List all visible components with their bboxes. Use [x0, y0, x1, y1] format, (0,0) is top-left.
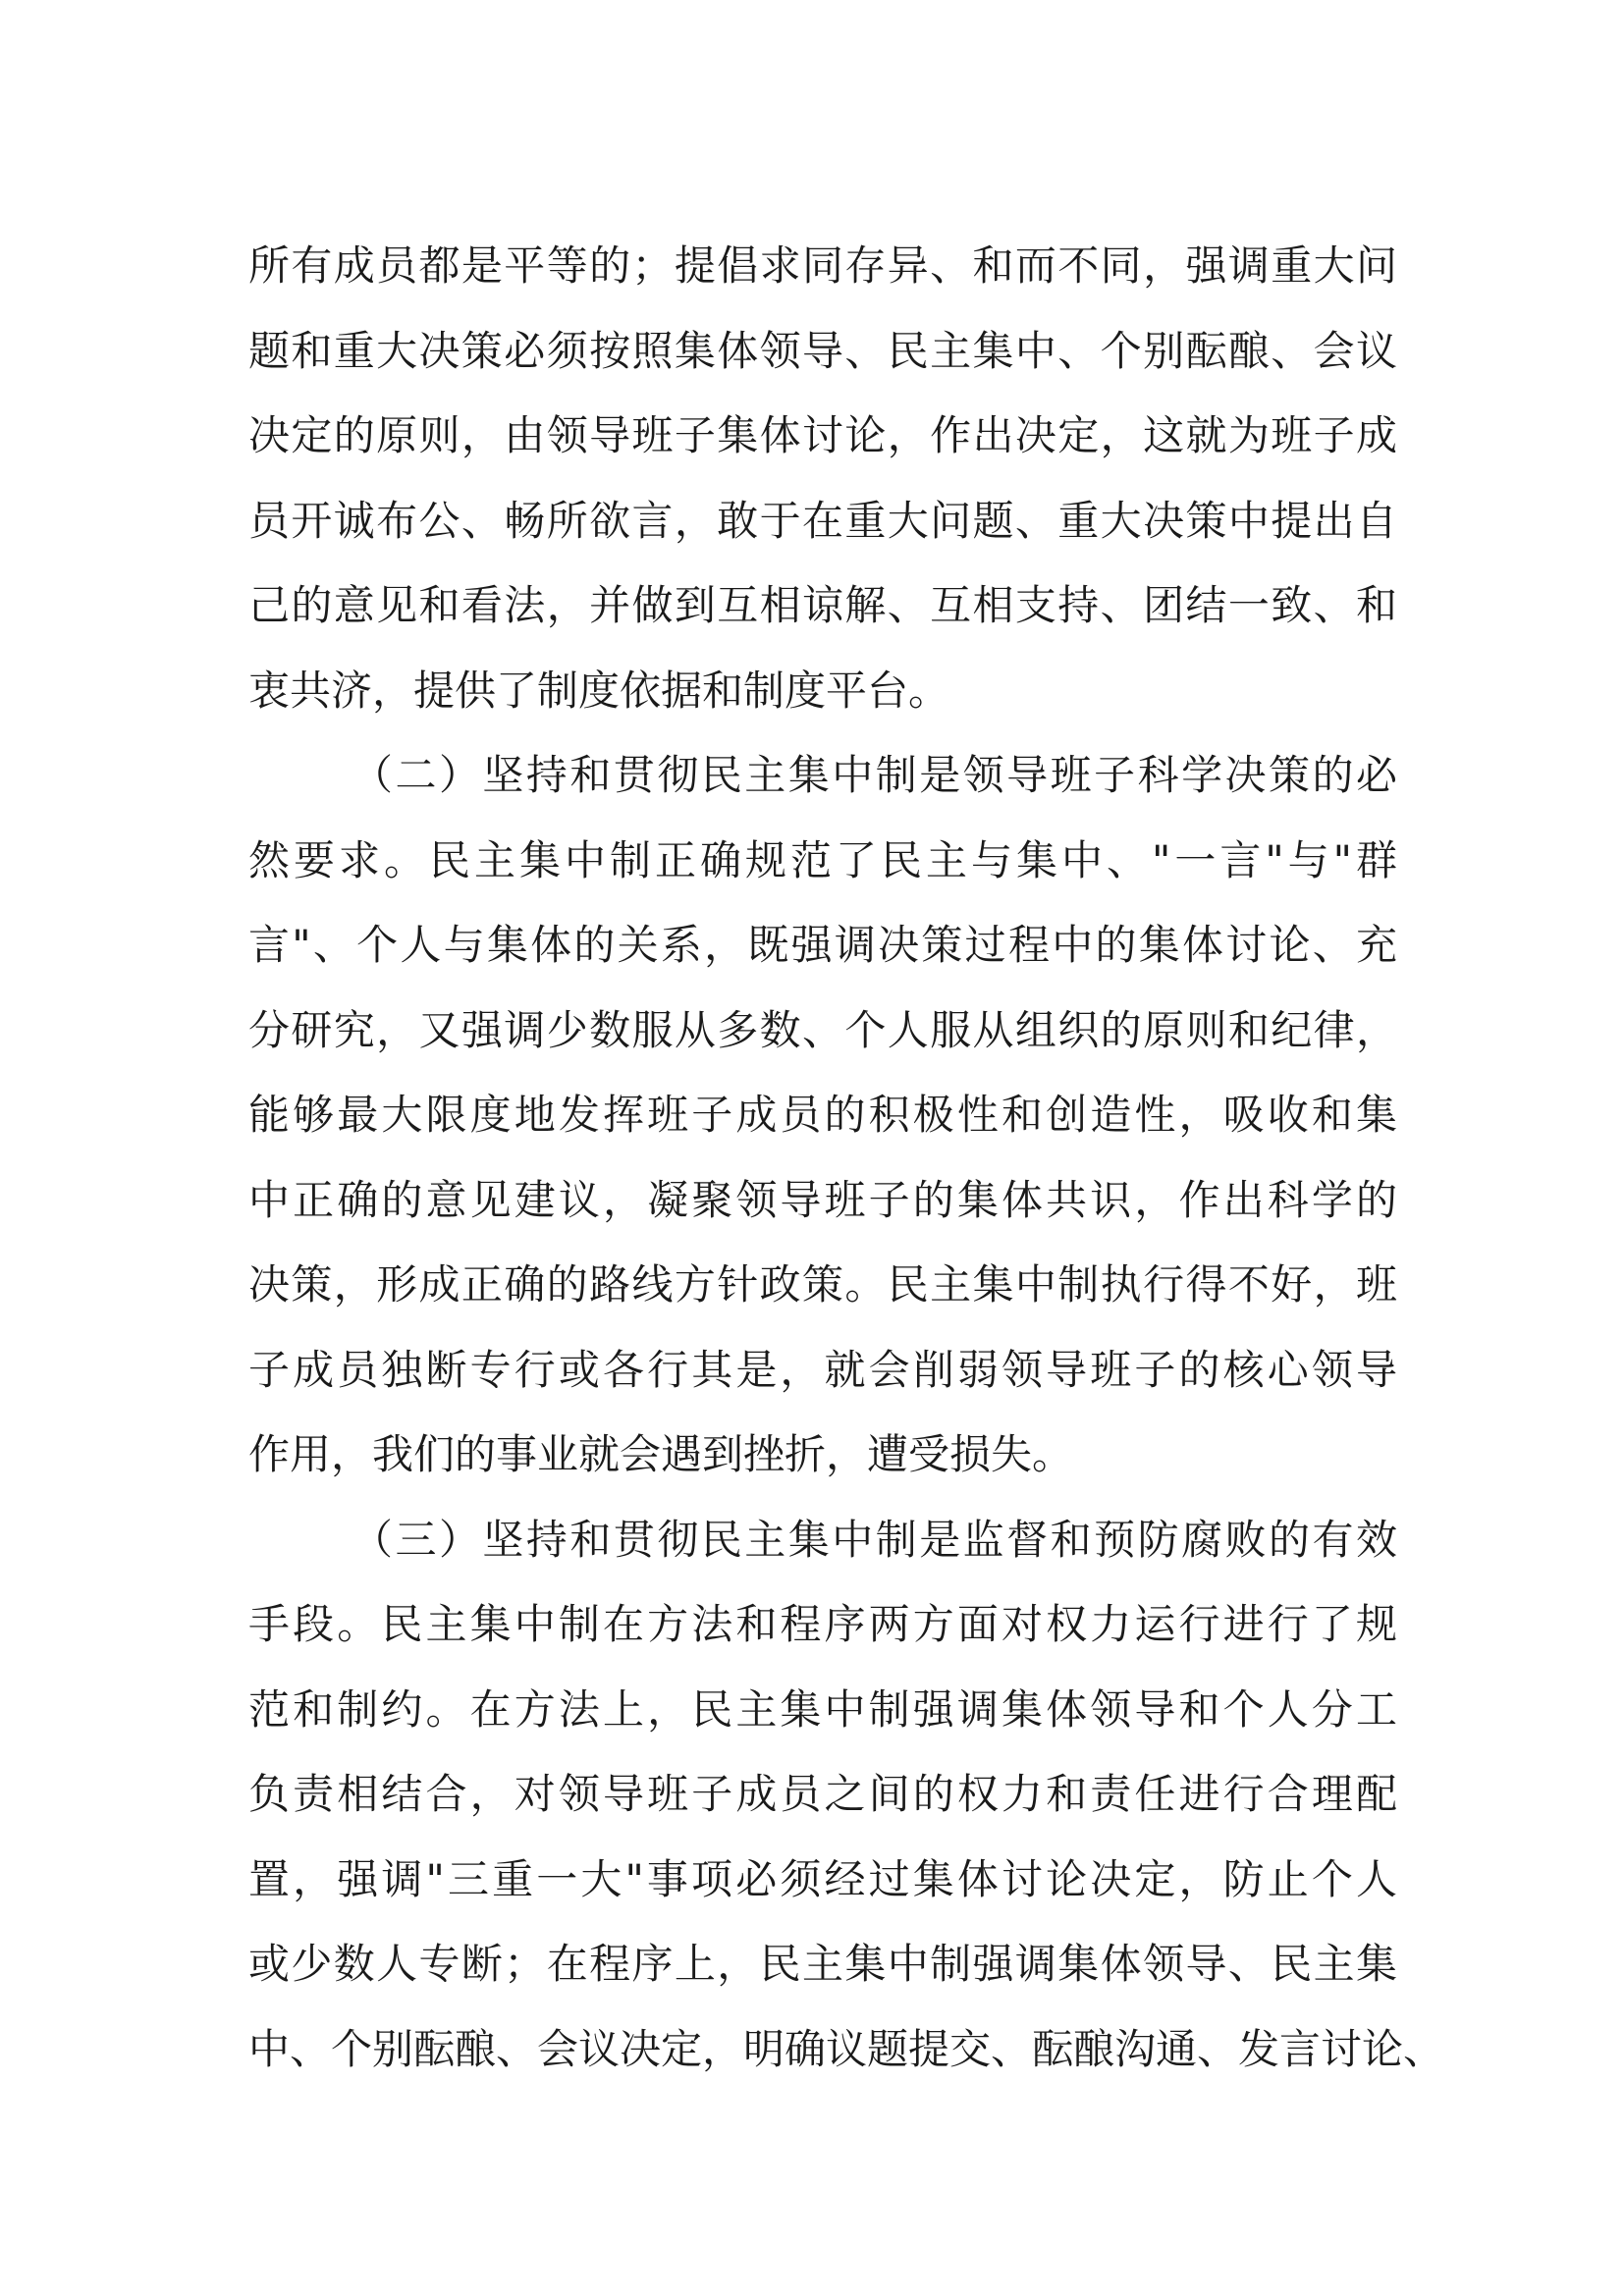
text-line: 置，强调"三重一大"事项必须经过集体讨论决定，防止个人	[248, 1854, 1397, 1903]
text-line: 中正确的意见建议，凝聚领导班子的集体共识，作出科学的	[248, 1175, 1397, 1224]
text-line: 范和制约。在方法上，民主集中制强调集体领导和个人分工	[248, 1684, 1397, 1734]
text-line: 决策，形成正确的路线方针政策。民主集中制执行得不好，班	[248, 1260, 1397, 1308]
text-line: （三）坚持和贯彻民主集中制是监督和预防腐败的有效	[352, 1515, 1397, 1564]
text-line: 子成员独断专行或各行其是，就会削弱领导班子的核心领导	[248, 1345, 1397, 1394]
paragraph-1	[248, 224, 1397, 733]
text-line: 然要求。民主集中制正确规范了民主与集中、"一言"与"群	[248, 835, 1397, 884]
text-line: 言"、个人与集体的关系，既强调决策过程中的集体讨论、充	[248, 921, 1397, 969]
text-line: 手段。民主集中制在方法和程序两方面对权力运行进行了规	[248, 1600, 1397, 1648]
text-line: 员开诚布公、畅所欲言，敢于在重大问题、重大决策中提出自	[248, 496, 1397, 545]
paragraph-3	[248, 1498, 1445, 2093]
text-line: 能够最大限度地发挥班子成员的积极性和创造性，吸收和集	[248, 1091, 1397, 1139]
text-line: 所有成员都是平等的；提倡求同存异、和而不同，强调重大问	[248, 241, 1397, 290]
text-line: 负责相结合，对领导班子成员之间的权力和责任进行合理配	[248, 1770, 1397, 1818]
text-line: 题和重大决策必须按照集体领导、民主集中、个别酝酿、会议	[248, 326, 1397, 375]
text-line: 衷共济，提供了制度依据和制度平台。	[248, 666, 950, 715]
text-line: 分研究，又强调少数服从多数、个人服从组织的原则和纪律，	[248, 1005, 1397, 1054]
text-line: 中、个别酝酿、会议决定，明确议题提交、酝酿沟通、发言讨论、	[248, 2024, 1445, 2073]
text-line: 决定的原则，由领导班子集体讨论，作出决定，这就为班子成	[248, 411, 1397, 459]
text-line: （二）坚持和贯彻民主集中制是领导班子科学决策的必	[352, 751, 1397, 799]
text-line: 己的意见和看法，并做到互相谅解、互相支持、团结一致、和	[248, 581, 1397, 629]
document-body	[248, 224, 1445, 2092]
text-line: 作用，我们的事业就会遇到挫折，遭受损失。	[248, 1430, 1074, 1478]
paragraph-2	[248, 733, 1397, 1498]
text-line: 或少数人专断；在程序上，民主集中制强调集体领导、民主集	[248, 1940, 1397, 1988]
